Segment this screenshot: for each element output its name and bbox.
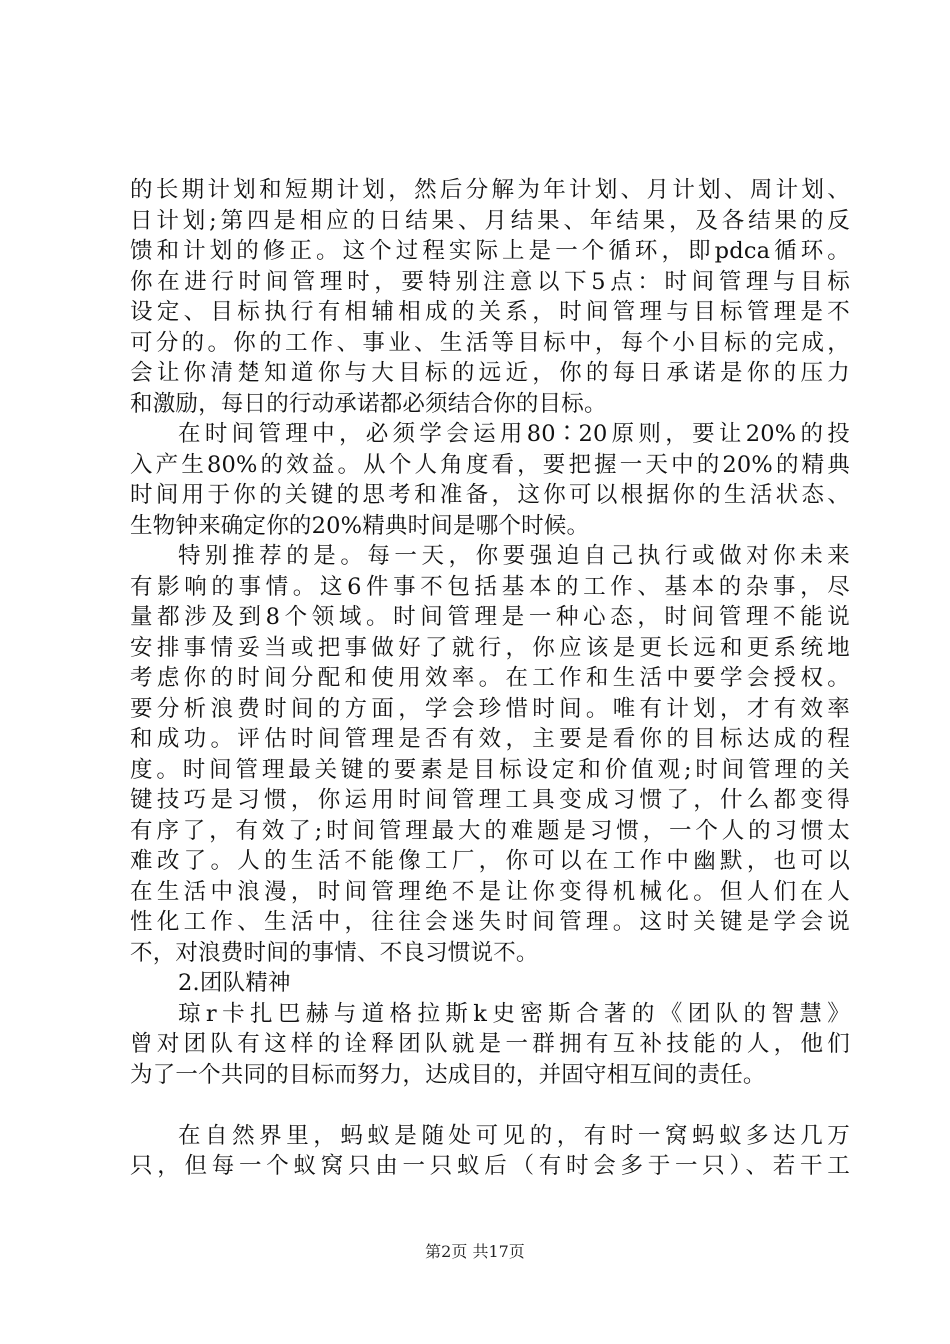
text-line: 性化工作、生活中，往往会迷失时间管理。这时关键是学会说 [130,909,850,935]
text-line: 你在进行时间管理时，要特别注意以下5点：时间管理与目标 [130,268,850,295]
text-line: 时间用于你的关键的思考和准备，这你可以根据你的生活状态、 [130,482,850,508]
text-line: 不，对浪费时间的事情、不良习惯说不。 [130,939,539,966]
text-line: 有序了，有效了;时间管理最大的难题是习惯，一个人的习惯太 [130,817,850,844]
text-line: 在时间管理中，必须学会运用80∶20原则，要让20%的投 [178,421,850,447]
text-line: 考虑你的时间分配和使用效率。在工作和生活中要学会授权。 [130,665,850,691]
text-line: 可分的。你的工作、事业、生活等目标中，每个小目标的完成， [130,329,850,356]
paragraph-gap [130,1090,850,1121]
text-line: 在生活中浪漫，时间管理绝不是让你变得机械化。但人们在人 [130,878,850,905]
text-line: 入产生80%的效益。从个人角度看，要把握一天中的20%的精典 [130,451,850,478]
text-line: 和成功。评估时间管理是否有效，主要是看你的目标达成的程 [130,726,850,752]
text-line: 要分析浪费时间的方面，学会珍惜时间。唯有计划，才有效率 [130,695,850,722]
text-line: 只，但每一个蚁窝只由一只蚁后（有时会多于一只）、若干工 [130,1153,850,1179]
text-line: 生物钟来确定你的20%精典时间是哪个时候。 [130,512,590,539]
text-line: 设定、目标执行有相辅相成的关系，时间管理与目标管理是不 [130,299,850,325]
document-body [130,175,850,1182]
text-line: 馈和计划的修正。这个过程实际上是一个循环，即pdca循环。 [130,238,850,264]
text-line: 和激励，每日的行动承诺都必须结合你的目标。 [130,390,607,417]
text-line: 的长期计划和短期计划，然后分解为年计划、月计划、周计划、 [130,177,850,203]
text-line: 键技巧是习惯，你运用时间管理工具变成习惯了，什么都变得 [130,787,850,813]
text-line: 有影响的事情。这6件事不包括基本的工作、基本的杂事，尽 [130,573,850,600]
text-line: 日计划;第四是相应的日结果、月结果、年结果，及各结果的反 [130,207,850,234]
text-line: 安排事情妥当或把事做好了就行，你应该是更长远和更系统地 [130,634,850,661]
text-line: 特别推荐的是。每一天，你要强迫自己执行或做对你未来 [178,543,850,569]
text-line: 会让你清楚知道你与大目标的远近，你的每日承诺是你的压力 [130,360,850,386]
page-number-footer: 第2页 共17页 [425,1242,525,1261]
text-line: 量都涉及到8个领域。时间管理是一种心态，时间管理不能说 [130,604,850,630]
text-line: 曾对团队有这样的诠释团队就是一群拥有互补技能的人，他们 [130,1031,850,1057]
text-line: 琼r卡扎巴赫与道格拉斯k史密斯合著的《团队的智慧》 [178,1000,850,1027]
text-line: 在自然界里，蚂蚁是随处可见的，有时一窝蚂蚁多达几万 [178,1122,850,1149]
text-line: 难改了。人的生活不能像工厂，你可以在工作中幽默，也可以 [130,848,850,874]
section-heading: 2.团队精神 [178,970,291,996]
text-line: 为了一个共同的目标而努力，达成目的，并固守相互间的责任。 [130,1061,766,1088]
text-line: 度。时间管理最关键的要素是目标设定和价值观;时间管理的关 [130,756,850,783]
